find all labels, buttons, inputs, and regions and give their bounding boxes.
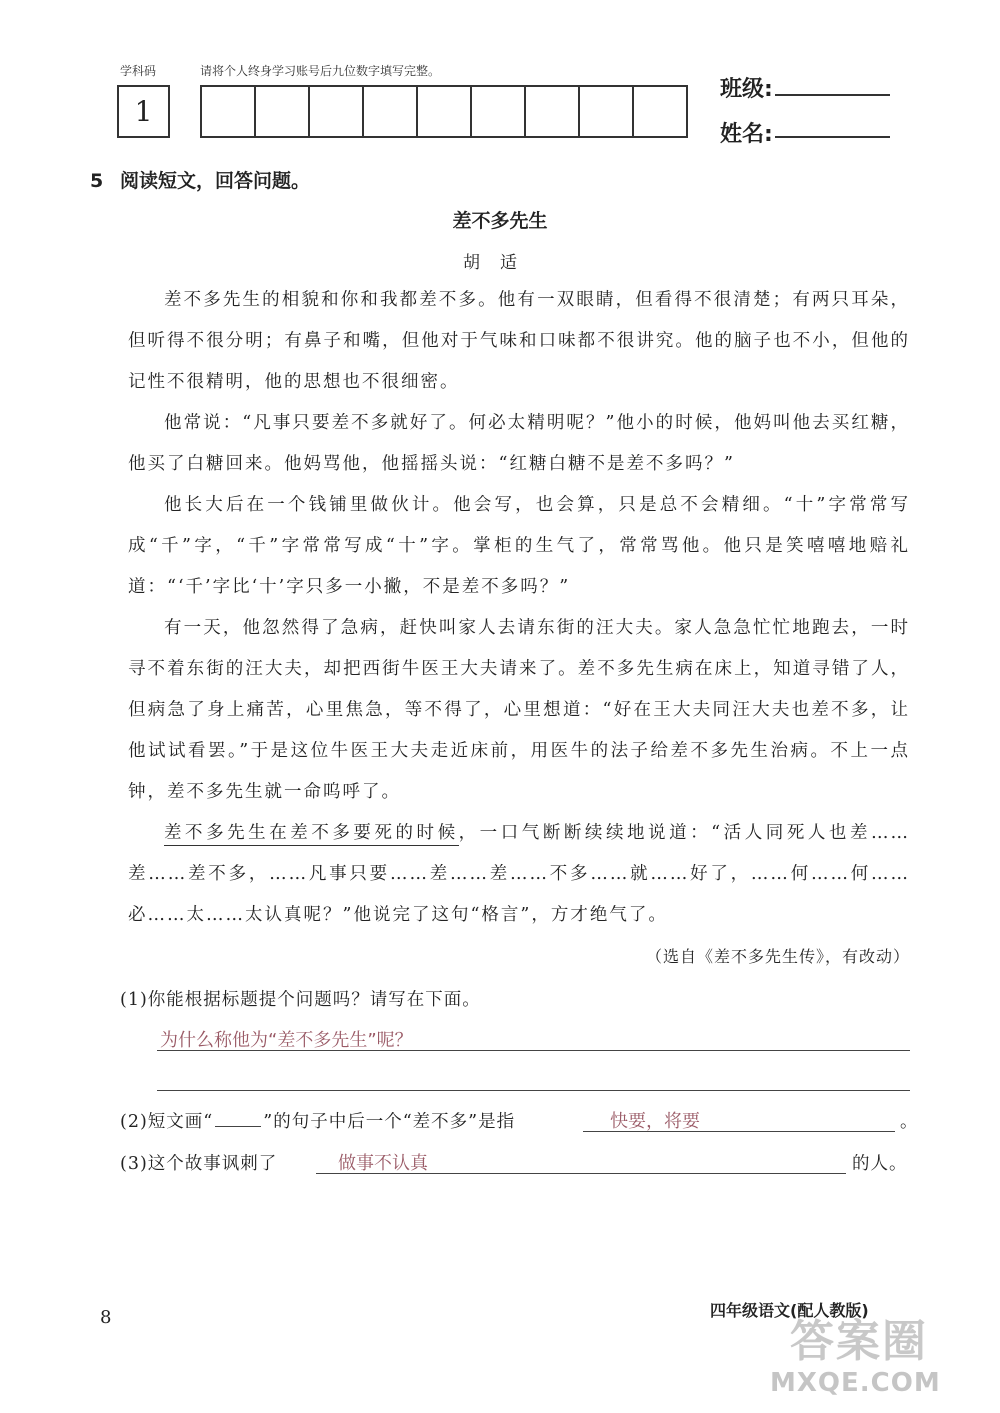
question-3-answer: 做事不认真 bbox=[338, 1153, 428, 1174]
name-field[interactable] bbox=[775, 136, 890, 138]
question-3-end: 的人。 bbox=[852, 1154, 908, 1174]
paragraph-1: 差不多先生的相貌和你和我都差不多。他有一双眼睛，但看得不很清楚；有两只耳朵，但听得不很分明；有鼻子和嘴，但他对于气味和口味都不很讲究。他的脑子也不小，但他的记性不很精明，他的思想也不很细密。 bbox=[128, 290, 910, 392]
digit-cell[interactable] bbox=[472, 87, 526, 136]
digit-cell[interactable] bbox=[580, 87, 634, 136]
digit-cell[interactable] bbox=[202, 87, 256, 136]
article-source: （选自《差不多先生传》，有改动） bbox=[645, 947, 910, 966]
digit-cell[interactable] bbox=[418, 87, 472, 136]
watermark-logo: 答案圈 bbox=[790, 1316, 928, 1367]
question-2-answer-line[interactable] bbox=[583, 1131, 895, 1132]
article-title: 差不多先生 bbox=[452, 210, 548, 232]
paragraph-5 bbox=[128, 813, 910, 936]
section-number: 5 bbox=[90, 170, 104, 192]
section-heading bbox=[90, 166, 310, 193]
paragraph-3: 他长大后在一个钱铺里做伙计。他会写，也会算，只是总不会精细。“十”字常常写成“千”字，“千”字常常写成“十”字。掌柜的生气了，常常骂他。他只是笑嘻嘻地赔礼道：“‘千’字比‘十’字只多一小撇，不是差不多吗？” bbox=[128, 495, 910, 597]
question-1: (1)你能根据标题提个问题吗？请写在下面。 bbox=[120, 990, 481, 1010]
account-instruction: 请将个人终身学习账号后九位数字填写完整。 bbox=[200, 64, 441, 78]
page-number: 8 bbox=[100, 1307, 112, 1328]
answer-line-2[interactable] bbox=[157, 1090, 910, 1091]
watermark-url: MXQE.COM bbox=[770, 1368, 941, 1398]
answer-line-1[interactable] bbox=[157, 1050, 910, 1051]
digit-cell[interactable] bbox=[634, 87, 686, 136]
subject-code-label: 学科码 bbox=[120, 64, 157, 78]
subject-code-box: 1 bbox=[117, 85, 170, 138]
paragraph-5-rest: ，一口气断断续续地说道：“活人同死人也差……差……差不多，……凡事只要……差……差……不多……就……好了，……何……何……必……太……太认真呢？”他说完了这句“格言”，方才绝气了。 bbox=[128, 823, 910, 925]
class-field[interactable] bbox=[775, 94, 890, 96]
question-3: (3)这个故事讽刺了 bbox=[120, 1154, 278, 1174]
question-3-answer-line[interactable] bbox=[316, 1173, 846, 1174]
class-label: 班级: bbox=[720, 77, 773, 102]
digit-cell[interactable] bbox=[526, 87, 580, 136]
digit-cell[interactable] bbox=[364, 87, 418, 136]
paragraph-4: 有一天，他忽然得了急病，赶快叫家人去请东街的汪大夫。家人急急忙忙地跑去，一时寻不着东街的汪大夫，却把西街牛医王大夫请来了。差不多先生病在床上，知道寻错了人，但病急了身上痛苦，心里焦急，等不得了，心里想道：“好在王大夫同汪大夫也差不多，让他试试看罢。”于是这位牛医王大夫走近床前，用医牛的法子给差不多先生治病。不上一点钟，差不多先生就一命呜呼了。 bbox=[128, 618, 910, 802]
underline-mark-blank bbox=[215, 1108, 261, 1127]
question-2-end: 。 bbox=[900, 1112, 919, 1132]
question-1-answer: 为什么称他为“差不多先生”呢？ bbox=[160, 1030, 413, 1051]
name-label: 姓名: bbox=[720, 122, 773, 147]
account-digit-boxes[interactable] bbox=[200, 85, 688, 138]
paragraph-2: 他常说：“凡事只要差不多就好了。何必太精明呢？”他小的时候，他妈叫他去买红糖，他买了白糖回来。他妈骂他，他摇摇头说：“红糖白糖不是差不多吗？” bbox=[128, 413, 910, 474]
question-2-answer: 快要，将要 bbox=[610, 1111, 700, 1132]
question-2 bbox=[120, 1108, 515, 1133]
book-title: 四年级语文(配人教版) bbox=[710, 1301, 869, 1320]
question-2-prefix: (2)短文画“ bbox=[120, 1112, 214, 1132]
section-instruction: 阅读短文，回答问题。 bbox=[120, 170, 311, 192]
question-2-middle: ”的句子中后一个“差不多”是指 bbox=[263, 1112, 516, 1132]
digit-cell[interactable] bbox=[310, 87, 364, 136]
digit-cell[interactable] bbox=[256, 87, 310, 136]
article-author: 胡适 bbox=[463, 253, 537, 273]
underlined-sentence: 差不多先生在差不多要死的时候 bbox=[164, 823, 459, 846]
